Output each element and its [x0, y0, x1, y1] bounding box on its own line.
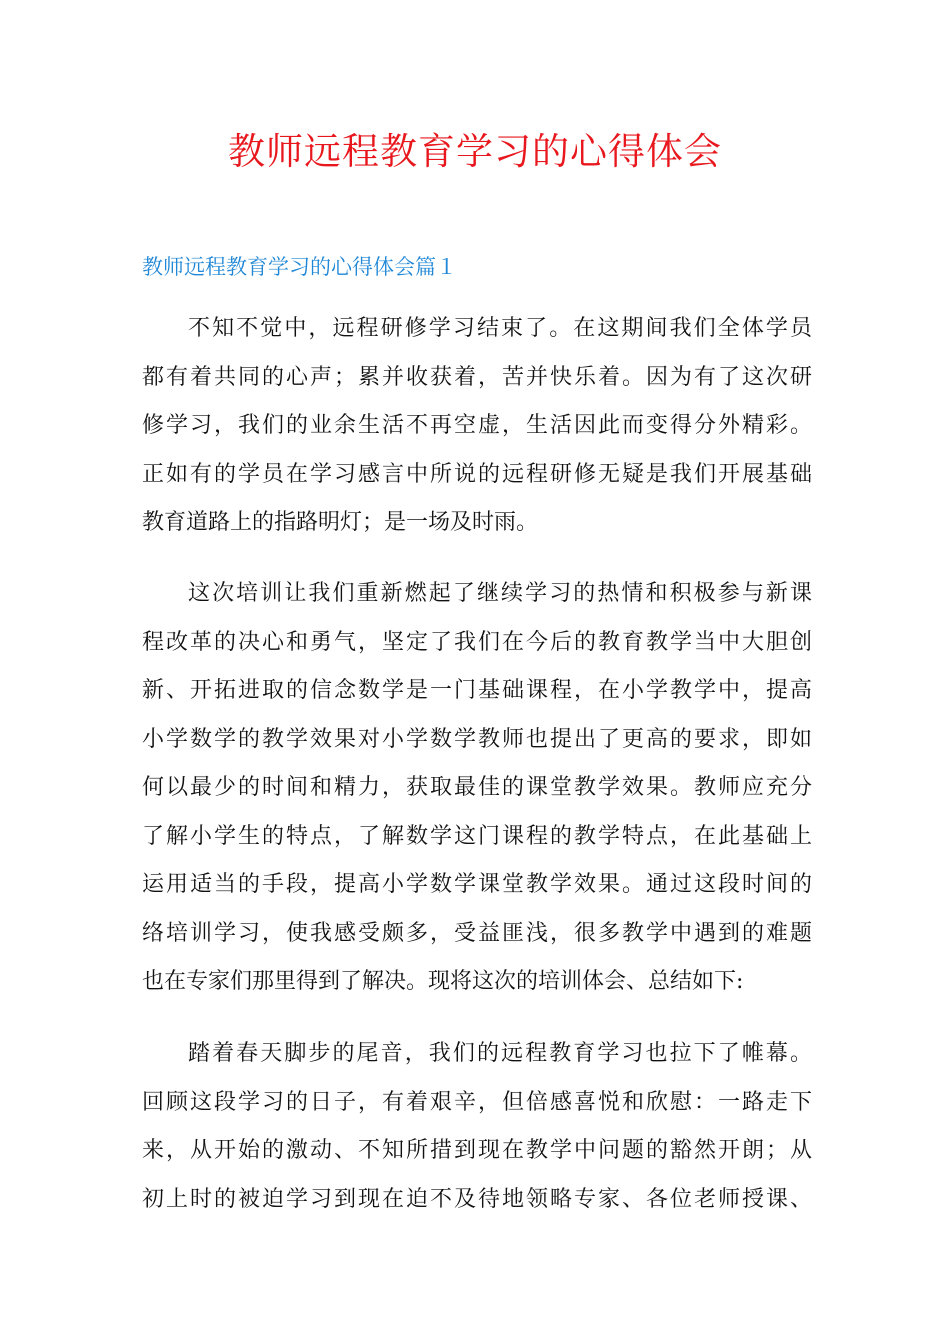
paragraph-1	[142, 305, 812, 548]
paragraph-line: 小学数学的教学效果对小学数学教师也提出了更高的要求，即如	[142, 726, 812, 752]
paragraph-line: 修学习，我们的业余生活不再空虚，生活因此而变得分外精彩。	[142, 413, 812, 438]
document-title: 教师远程教育学习的心得体会	[228, 130, 722, 173]
paragraph-line: 不知不觉中，远程研修学习结束了。在这期间我们全体学员	[188, 316, 812, 341]
paragraph-line: 这次培训让我们重新燃起了继续学习的热情和积极参与新课	[188, 581, 812, 606]
paragraph-line: 来，从开始的激动、不知所措到现在教学中问题的豁然开朗；从	[142, 1138, 812, 1163]
paragraph-line: 正如有的学员在学习感言中所说的远程研修无疑是我们开展基础	[142, 461, 812, 487]
section-heading: 教师远程教育学习的心得体会篇１	[142, 255, 457, 279]
paragraph-line: 初上时的被迫学习到现在迫不及待地领略专家、各位老师授课、	[142, 1186, 812, 1212]
paragraph-line: 运用适当的手段，提高小学数学课堂教学效果。通过这段时间的	[142, 872, 812, 897]
paragraph-line: 了解小学生的特点，了解数学这门课程的教学特点，在此基础上	[142, 823, 812, 849]
paragraph-line: 都有着共同的心声；累并收获着，苦并快乐着。因为有了这次研	[142, 364, 812, 390]
paragraph-line: 何以最少的时间和精力，获取最佳的课堂教学效果。教师应充分	[142, 775, 812, 800]
paragraph-line: 踏着春天脚步的尾音，我们的远程教育学习也拉下了帷幕。	[188, 1041, 812, 1066]
paragraph-3	[142, 1030, 812, 1224]
paragraph-line: 也在专家们那里得到了解决。现将这次的培训体会、总结如下:	[142, 969, 744, 994]
paragraph-2	[142, 570, 812, 1007]
paragraph-line: 程改革的决心和勇气，坚定了我们在今后的教育教学当中大胆创	[142, 629, 812, 655]
paragraph-line: 回顾这段学习的日子，有着艰辛，但倍感喜悦和欣慰：一路走下	[142, 1089, 812, 1115]
paragraph-line: 新、开拓进取的信念数学是一门基础课程，在小学教学中，提高	[142, 678, 812, 703]
paragraph-line: 络培训学习，使我感受颇多，受益匪浅，很多教学中遇到的难题	[142, 920, 812, 946]
paragraph-line: 教育道路上的指路明灯；是一场及时雨。	[142, 510, 539, 535]
